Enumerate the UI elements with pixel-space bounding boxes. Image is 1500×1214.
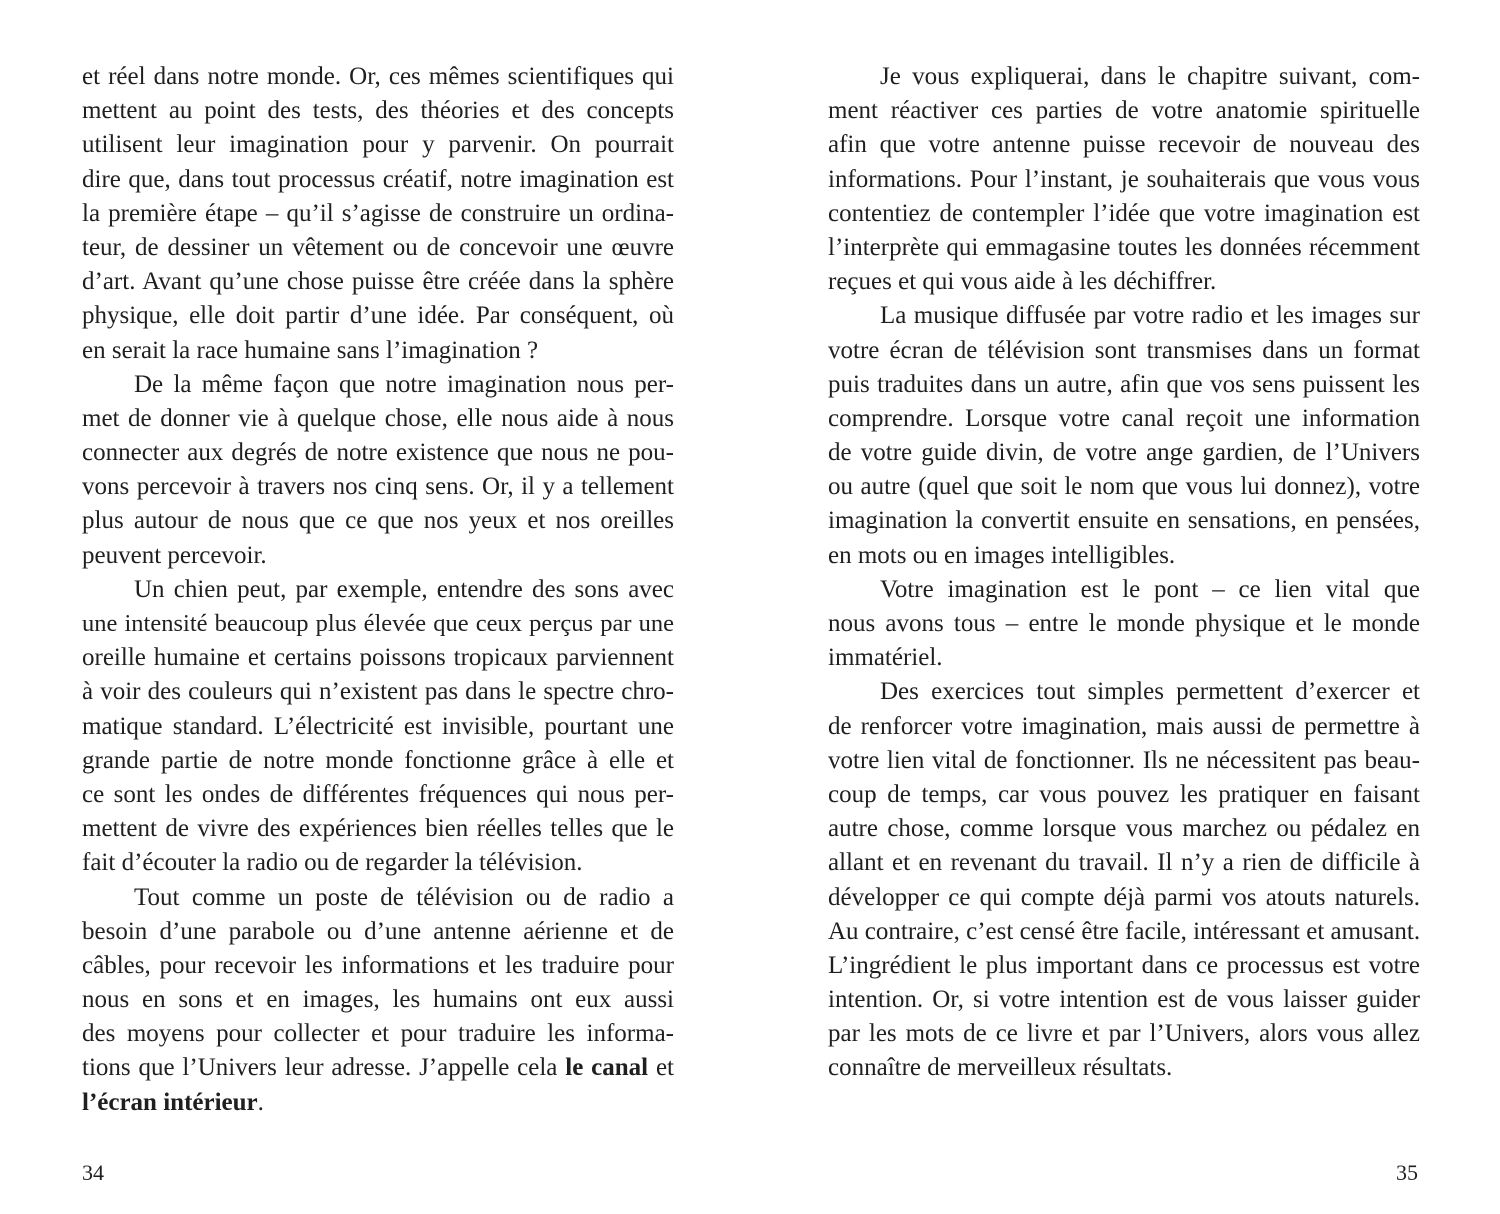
text-fragment: tions que l’Univers leur adresse. J’appelle cela [82,1054,566,1082]
text-line: reçues et qui vous aide à les déchiffrer. [828,268,1217,296]
text-line: nous en sons et en images, les humains ont eux aussi [82,986,674,1014]
text-line: la première étape – qu’il s’agisse de construire un ordina- [82,199,674,227]
text-fragment: . [257,1088,264,1116]
text-line: de renforcer votre imagination, mais aussi de permettre à [828,712,1420,740]
text-line: développer ce qui compte déjà parmi vos atouts naturels. [828,883,1420,911]
paragraph-first-line: Votre imagination est le pont – ce lien vital que [880,575,1420,603]
text-line: à voir des couleurs qui n’existent pas dans le spectre chro- [82,678,674,706]
text-line: nous avons tous – entre le monde physique et le monde [828,610,1420,637]
text-line: teur, de dessiner un vêtement ou de concevoir une œuvre [82,233,674,261]
text-line: informations. Pour l’instant, je souhaiterais que vous vous [828,165,1420,193]
left-page [82,60,674,1120]
bold-term-canal: le canal [565,1054,649,1082]
text-line: besoin d’une parabole ou d’une antenne aérienne et de [82,917,674,945]
text-line: grande partie de notre monde fonctionne grâce à elle et [82,746,674,774]
text-fragment: et [648,1054,675,1082]
text-line: ce sont les ondes de différentes fréquences qui nous per- [82,780,674,808]
text-line: câbles, pour recevoir les informations et les traduire pour [82,951,674,979]
text-line: plus autour de nous que ce que nos yeux et nos oreilles [82,507,674,535]
text-line: contentiez de contempler l’idée que votre imagination est [828,199,1420,227]
text-line: votre écran de télévision sont transmises dans un format [828,336,1420,364]
paragraph-first-line: Des exercices tout simples permettent d’exercer et [880,678,1420,706]
text-line: connaître de merveilleux résultats. [828,1054,1173,1082]
text-line: par les mots de ce livre et par l’Univers, alors vous allez [828,1020,1420,1048]
text-line: et réel dans notre monde. Or, ces mêmes scientifiques qui [82,63,674,90]
text-line: comprendre. Lorsque votre canal reçoit une information [828,404,1420,432]
paragraph-first-line: Tout comme un poste de télévision ou de radio a [134,883,674,911]
text-line: utilisent leur imagination pour y parvenir. On pourrait [82,131,674,159]
text-line: connecter aux degrés de notre existence que nous ne pou- [82,439,674,467]
text-line: d’art. Avant qu’une chose puisse être créée dans la sphère [82,268,674,296]
paragraph-first-line: De la même façon que notre imagination nous per- [134,370,674,398]
text-line: met de donner vie à quelque chose, elle nous aide à nous [82,404,674,432]
text-line: votre lien vital de fonctionner. Ils ne nécessitent pas beau- [828,746,1420,774]
text-line: mettent au point des tests, des théories et des concepts [82,97,674,125]
text-line: fait d’écouter la radio ou de regarder la télévision. [82,849,583,877]
text-line: matique standard. L’électricité est invisible, pourtant une [82,712,674,740]
text-line: ou autre (quel que soit le nom que vous lui donnez), votre [828,473,1420,501]
paragraph-first-line: Je vous expliquerai, dans le chapitre suivant, com- [880,63,1420,90]
page-number-left: 34 [82,1160,104,1185]
text-line: immatériel. [828,644,943,672]
text-line: une intensité beaucoup plus élevée que ceux perçus par une [82,610,674,637]
text-line: coup de temps, car vous pouvez les pratiquer en faisant [828,780,1420,808]
bold-term-ecran-interieur: l’écran intérieur [82,1088,258,1116]
right-page [828,60,1420,1086]
text-line: l’interprète qui emmagasine toutes les données récemment [828,233,1420,261]
text-line: vons percevoir à travers nos cinq sens. Or, il y a tellement [82,473,674,501]
text-line: peuvent percevoir. [82,541,267,569]
text-line: autre chose, comme lorsque vous marchez ou pédalez en [828,815,1420,843]
text-line: physique, elle doit partir d’une idée. Par conséquent, où [82,302,674,330]
paragraph-first-line: Un chien peut, par exemple, entendre des sons avec [134,575,674,603]
text-line: afin que votre antenne puisse recevoir de nouveau des [828,131,1420,159]
page-number-right: 35 [1396,1160,1418,1185]
text-line: allant et en revenant du travail. Il n’y a rien de difficile à [828,849,1420,877]
text-line: en serait la race humaine sans l’imagination ? [82,336,539,364]
text-line [82,1051,674,1085]
text-line: intention. Or, si votre intention est de vous laisser guider [828,986,1420,1014]
text-line: oreille humaine et certains poissons tropicaux parviennent [82,644,674,672]
text-line: dire que, dans tout processus créatif, notre imagination est [82,165,674,193]
text-line: en mots ou en images intelligibles. [828,541,1176,569]
text-line [82,1086,674,1120]
text-line: de votre guide divin, de votre ange gardien, de l’Univers [828,439,1420,467]
text-line: imagination la convertit ensuite en sensations, en pensées, [828,507,1420,535]
text-line: mettent de vivre des expériences bien réelles telles que le [82,815,674,843]
text-line: puis traduites dans un autre, afin que vos sens puissent les [828,370,1420,398]
text-line: L’ingrédient le plus important dans ce processus est votre [828,951,1420,979]
text-line: Au contraire, c’est censé être facile, intéressant et amusant. [828,917,1421,945]
text-line: des moyens pour collecter et pour traduire les informa- [82,1020,674,1048]
paragraph-first-line: La musique diffusée par votre radio et les images sur [880,302,1420,330]
text-line: ment réactiver ces parties de votre anatomie spirituelle [828,97,1420,125]
